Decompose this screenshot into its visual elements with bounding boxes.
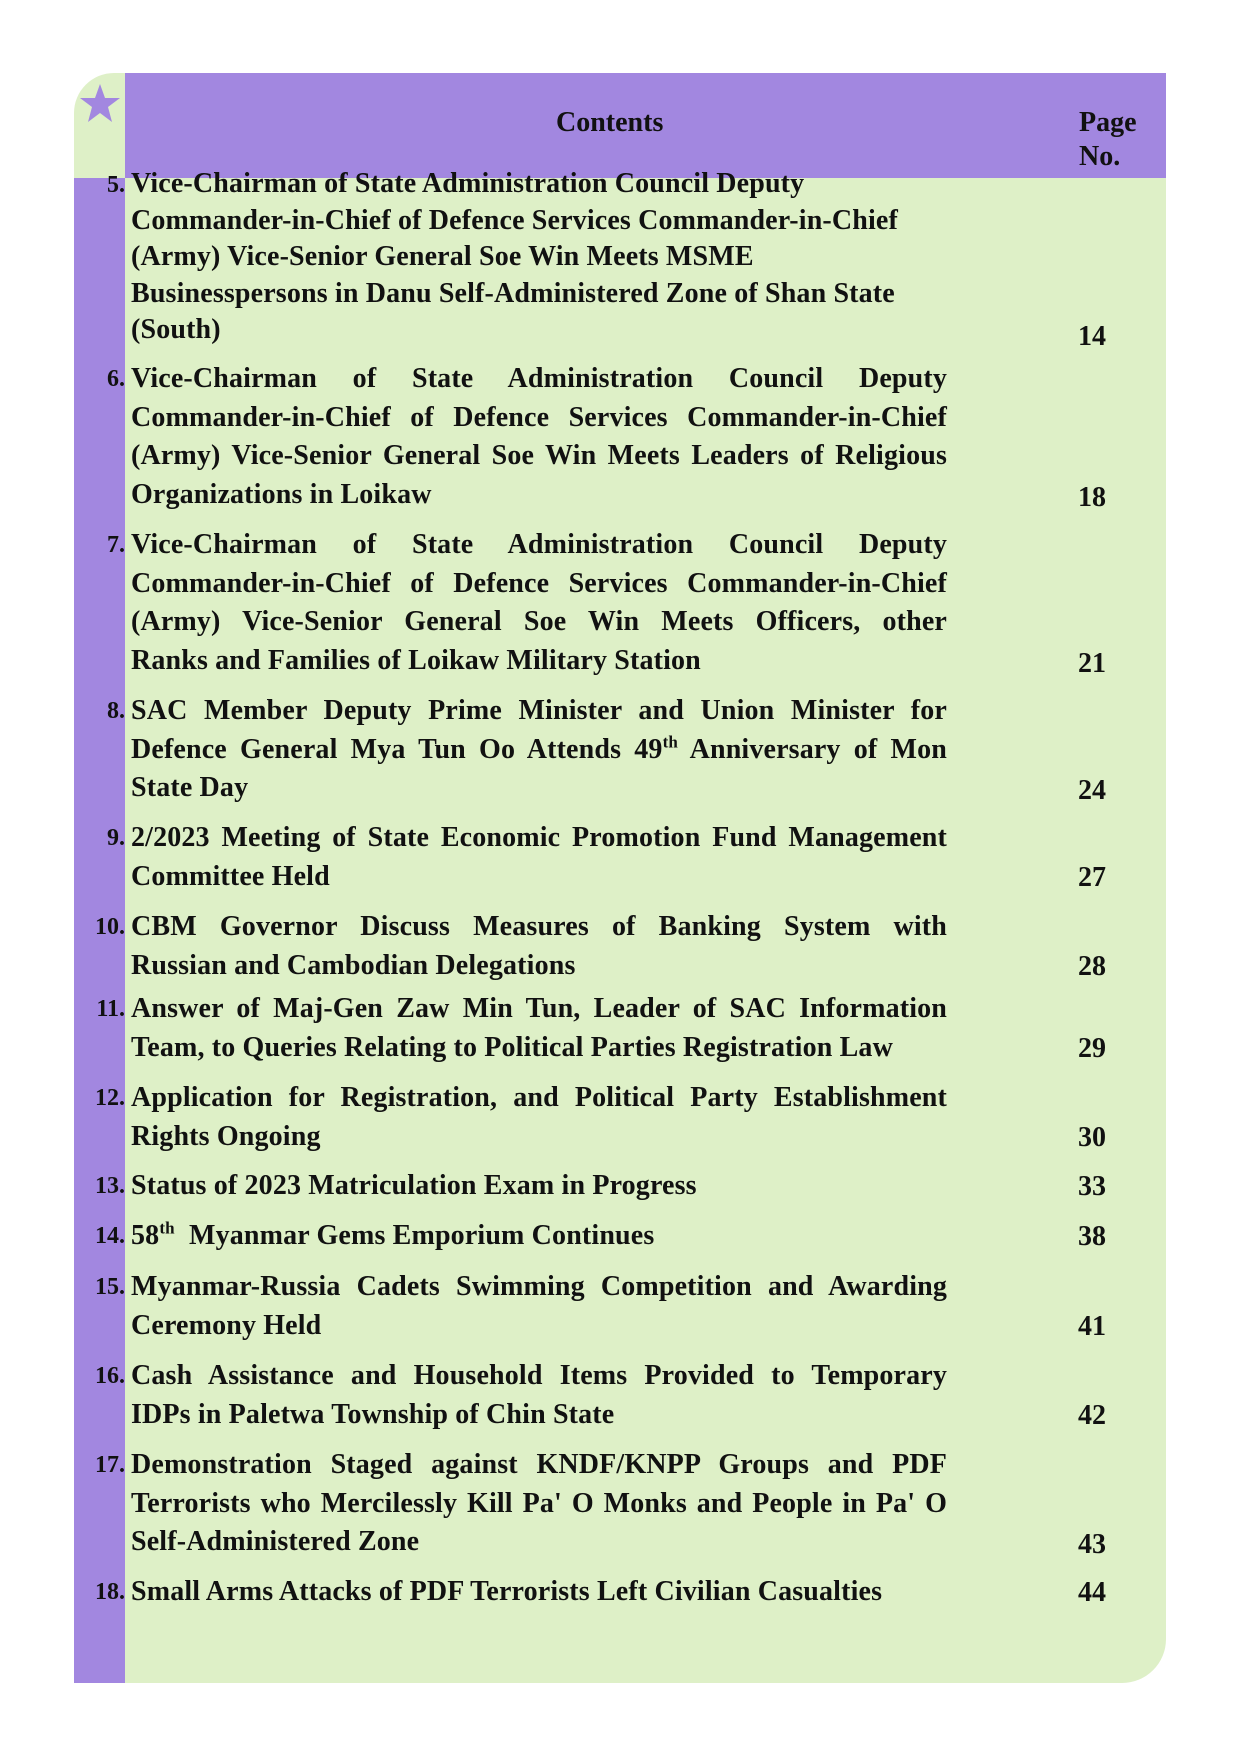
entry-title-line: Self-Administered Zone [131,1526,420,1557]
entry-page-number: 27 [1078,861,1106,893]
entry-title [131,1268,947,1345]
entry-title-line: Small Arms Attacks of PDF Terrorists Left Civilian Casualties [131,1576,883,1607]
entry-title-line: Committee Held [131,860,330,892]
toc-entry[interactable] [74,990,1166,1068]
entry-page-number: 41 [1078,1310,1106,1342]
entry-number: 12. [95,1085,125,1111]
entry-title-line: State Day [131,772,249,803]
star-icon [78,81,122,125]
entry-page-number: 30 [1078,1121,1106,1153]
toc-entry[interactable] [74,1217,1166,1256]
entry-page-number: 42 [1078,1399,1106,1431]
entry-title [131,819,947,896]
entry-page-number: 24 [1078,774,1106,806]
entry-title-line: SAC Member Deputy Prime Minister and Union Minister for [131,695,947,726]
entry-title [131,692,947,808]
entry-number: 17. [95,1452,125,1478]
entry-title-line: Application for Registration, and Political Party Establishment [131,1082,947,1113]
entry-title [131,990,947,1067]
entry-title-line: Businesspersons in Danu Self-Administered Zone of Shan State [131,277,895,309]
entry-number: 16. [95,1363,125,1389]
entry-title-line: Myanmar-Russia Cadets Swimming Competition and Awarding [131,1271,947,1302]
contents-heading: Contents [556,107,664,138]
table-header [125,73,1166,178]
entry-page-number: 43 [1078,1528,1106,1560]
toc-entry[interactable] [74,819,1166,897]
entry-title [131,1573,947,1612]
entry-title-line: Vice-Chairman of State Administration Council Deputy [131,529,947,560]
toc-entry[interactable] [74,1357,1166,1435]
entry-title-line [131,731,947,770]
entry-number: 14. [95,1223,125,1249]
entry-number: 9. [107,825,125,851]
entry-title-line: Terrorists who Mercilessly Kill Pa' O Monks and People in Pa' O [131,1487,947,1519]
entry-title-line: (Army) Vice-Senior General Soe Win Meets Officers, other [131,606,947,637]
toc-entry[interactable] [74,166,1166,356]
toc-entry[interactable] [74,1167,1166,1206]
entry-title-line: Demonstration Staged against KNDF/KNPP Groups and PDF [131,1449,947,1480]
entry-title-text: Defence General Mya Tun Oo Attends 49 [131,733,663,765]
entry-number: 10. [95,914,125,940]
entry-title-text: Anniversary of Mon [678,733,947,765]
entry-title-text: Myanmar Gems Emporium Continues [174,1220,655,1251]
entry-title [131,1446,947,1562]
entry-title-line: Rights Ongoing [131,1120,321,1152]
entry-page-number: 33 [1078,1170,1106,1202]
entry-page-number: 38 [1078,1220,1106,1252]
entry-number: 11. [96,996,125,1022]
entry-title [131,1357,947,1434]
toc-entry[interactable] [74,1573,1166,1612]
entry-title-line: Vice-Chairman of State Administration Council Deputy [131,168,805,199]
entry-page-number: 18 [1078,481,1106,513]
entry-title-line: 2/2023 Meeting of State Economic Promotion Fund Management [131,822,947,853]
entry-title [131,1167,947,1206]
toc-entry[interactable] [74,908,1166,986]
entry-title-line: Cash Assistance and Household Items Provided to Temporary [131,1360,947,1391]
entry-title-line: Organizations in Loikaw [131,478,432,510]
entry-title [131,908,947,985]
entry-title [131,1079,947,1156]
entry-number: 7. [107,532,125,558]
entry-page-number: 44 [1078,1576,1106,1608]
entry-title [131,1217,947,1256]
entry-title-line: (South) [131,314,221,346]
toc-entry[interactable] [74,526,1166,683]
toc-entry[interactable] [74,692,1166,810]
entry-number: 8. [107,698,125,724]
toc-entry[interactable] [74,360,1166,517]
entry-title-line: Ceremony Held [131,1309,322,1341]
entry-title [131,166,947,349]
entry-page-number: 28 [1078,950,1106,982]
entry-page-number: 21 [1078,647,1106,679]
entry-title [131,526,947,680]
entry-title-line: Commander-in-Chief of Defence Services Commander-in-Chief [131,401,947,433]
entry-title-line: Russian and Cambodian Delegations [131,949,576,981]
ordinal-suffix: th [159,1218,175,1238]
entry-number: 5. [107,172,125,198]
entry-title-line: Team, to Queries Relating to Political Parties Registration Law [131,1031,893,1063]
entry-page-number: 14 [1078,320,1106,352]
entry-number: 6. [107,366,125,392]
entry-number: 18. [95,1579,125,1605]
entry-number: 15. [95,1274,125,1300]
entry-page-number: 29 [1078,1032,1106,1064]
entry-title-line: Commander-in-Chief of Defence Services Commander-in-Chief [131,567,947,599]
entry-title-text: 58 [131,1220,160,1251]
entry-title [131,360,947,514]
entry-title-line: Status of 2023 Matriculation Exam in Progress [131,1170,697,1201]
entry-title-line: Vice-Chairman of State Administration Council Deputy [131,363,947,394]
entry-title-line: (Army) Vice-Senior General Soe Win Meets Leaders of Religious [131,440,947,471]
entry-title-line: Ranks and Families of Loikaw Military Station [131,644,701,676]
entry-title-line: CBM Governor Discuss Measures of Banking System with [131,911,947,942]
contents-table [74,73,1166,1683]
toc-entry[interactable] [74,1446,1166,1564]
toc-entry[interactable] [74,1268,1166,1346]
entry-title-line: Commander-in-Chief of Defence Services Commander-in-Chief [131,204,898,236]
entry-title-line: IDPs in Paletwa Township of Chin State [131,1398,615,1430]
entry-number: 13. [95,1173,125,1199]
toc-entry[interactable] [74,1079,1166,1157]
page-no-heading: Page No. [1079,107,1137,172]
entry-title-line: (Army) Vice-Senior General Soe Win Meets MSME [131,241,754,273]
entry-title-line [131,1217,947,1256]
entry-title-line: Answer of Maj-Gen Zaw Min Tun, Leader of SAC Information [131,993,947,1024]
ordinal-suffix: th [662,732,678,752]
